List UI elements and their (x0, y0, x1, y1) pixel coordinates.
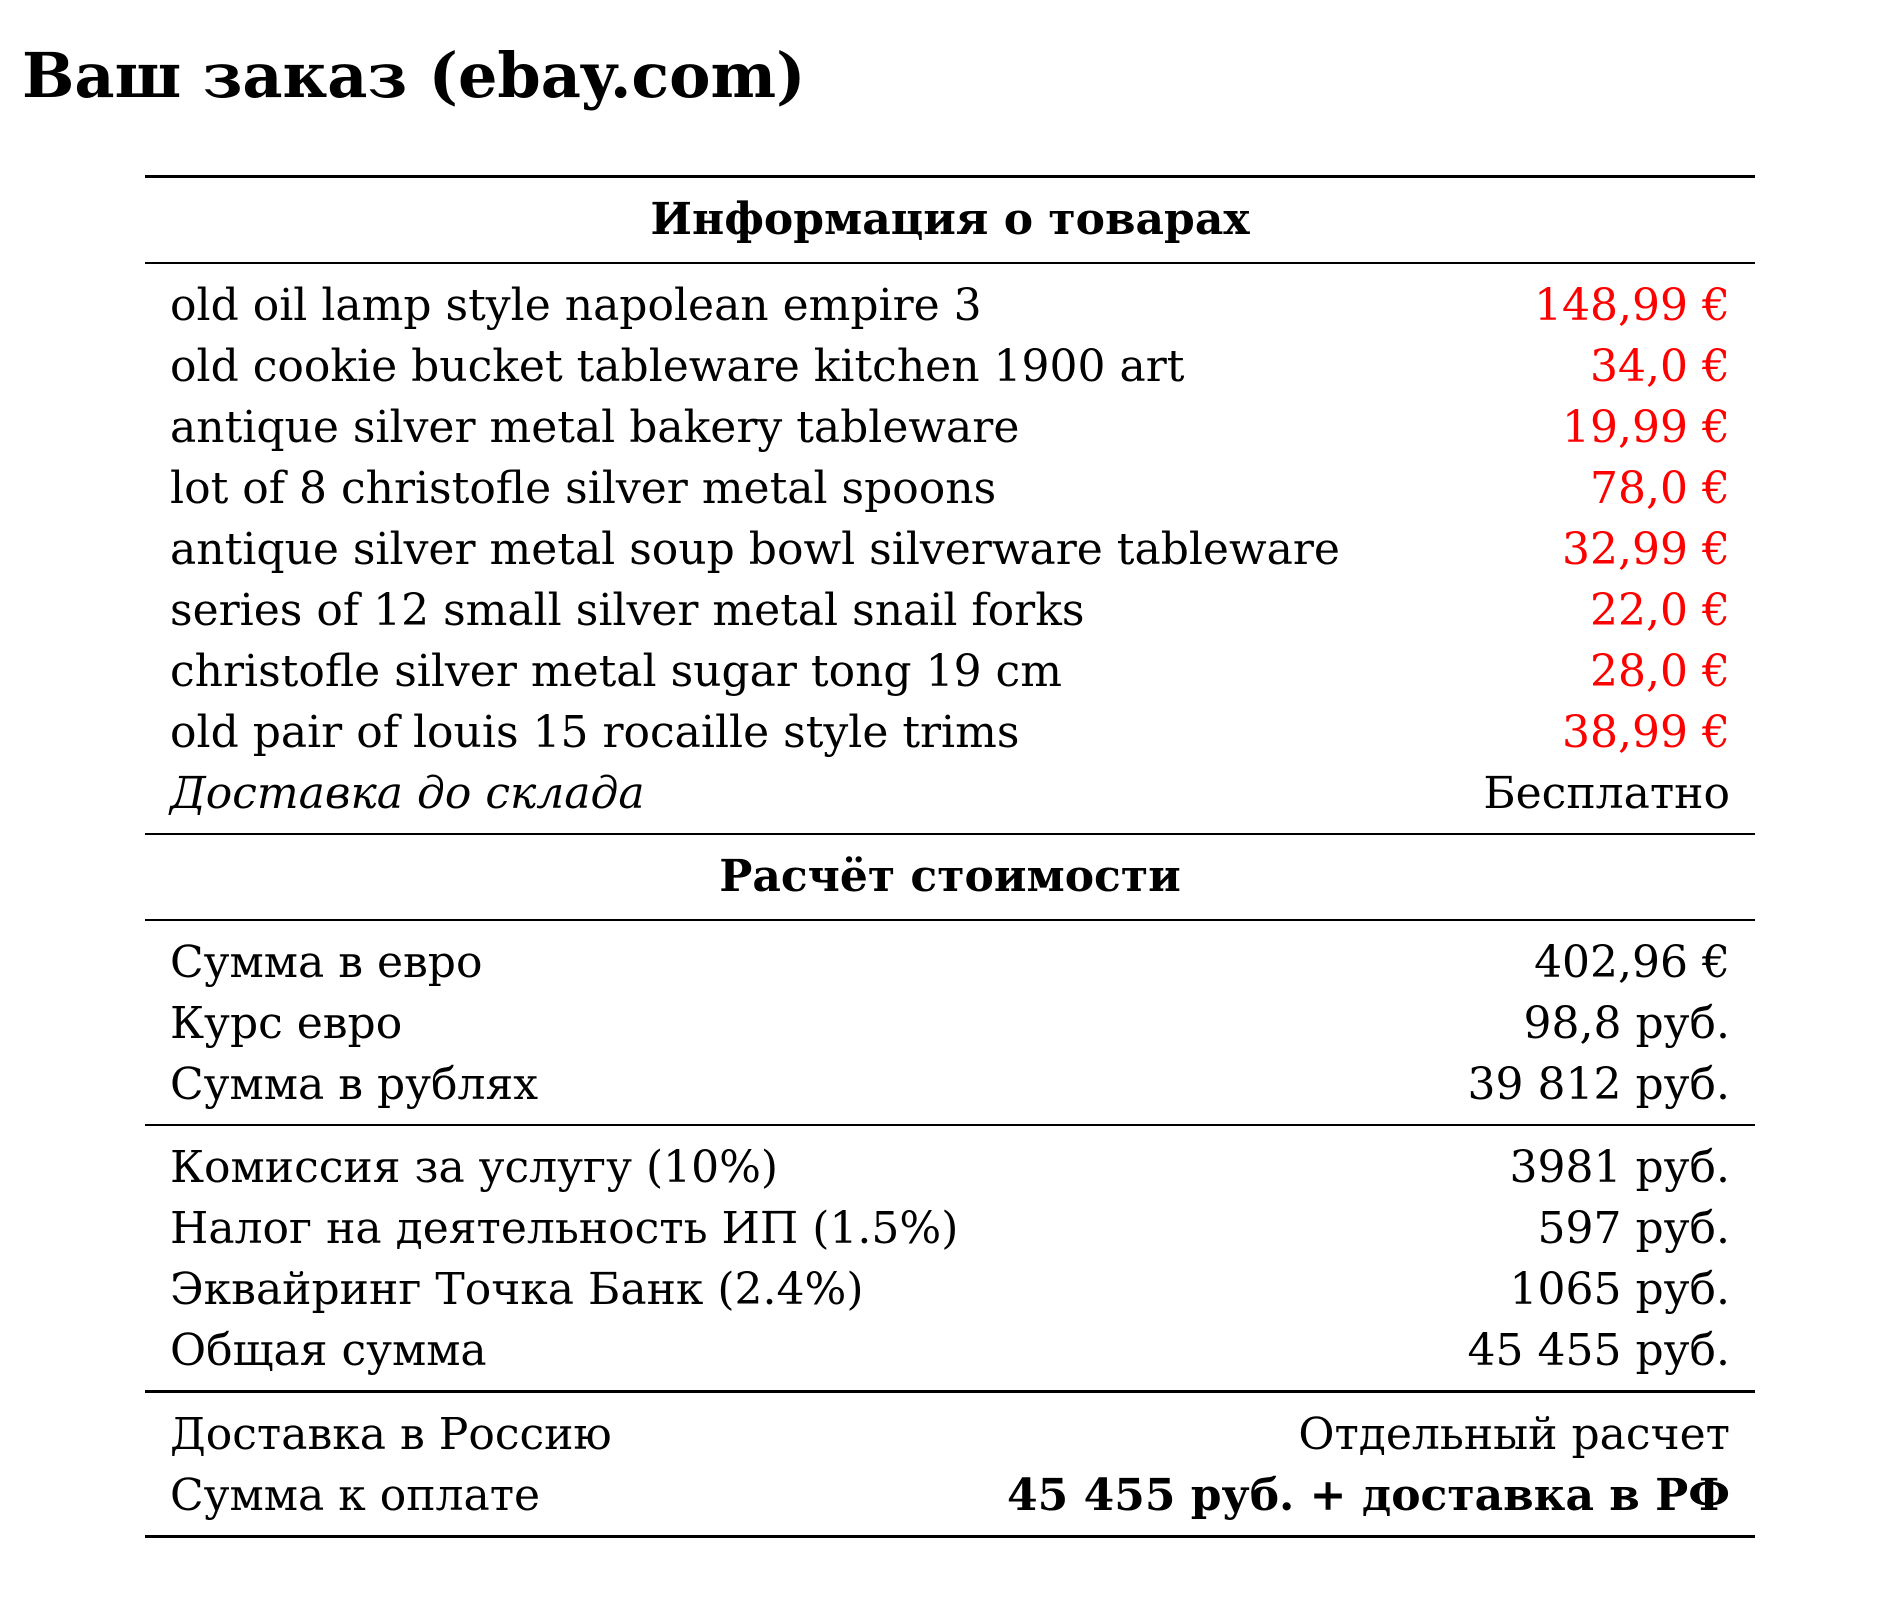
product-price: 22,0 € (1590, 585, 1730, 636)
warehouse-delivery-label: Доставка до склада (170, 768, 645, 819)
warehouse-delivery-value: Бесплатно (1483, 768, 1730, 819)
product-row (170, 275, 1730, 336)
russia-delivery-label: Доставка в Россию (170, 1409, 612, 1460)
euro-rate-value: 98,8 руб. (1523, 998, 1730, 1049)
products-list (145, 264, 1755, 833)
acquiring-row (170, 1259, 1730, 1320)
final-group (145, 1393, 1755, 1535)
products-heading: Информация о товарах (650, 194, 1250, 245)
product-row (170, 641, 1730, 702)
acquiring-value: 1065 руб. (1509, 1264, 1730, 1315)
sum-euro-label: Сумма в евро (170, 937, 483, 988)
tax-label: Налог на деятельность ИП (1.5%) (170, 1203, 959, 1254)
product-price: 148,99 € (1534, 280, 1730, 331)
sum-rub-row (170, 1054, 1730, 1115)
tax-value: 597 руб. (1537, 1203, 1730, 1254)
product-price: 38,99 € (1562, 707, 1730, 758)
russia-delivery-row (170, 1404, 1730, 1465)
currency-group (145, 921, 1755, 1124)
tax-row (170, 1198, 1730, 1259)
product-price: 28,0 € (1590, 646, 1730, 697)
sum-rub-value: 39 812 руб. (1467, 1059, 1730, 1110)
sum-rub-label: Сумма в рублях (170, 1059, 539, 1110)
product-name: old cookie bucket tableware kitchen 1900 art (170, 341, 1185, 392)
service-fee-value: 3981 руб. (1509, 1142, 1730, 1193)
product-name: old pair of louis 15 rocaille style trims (170, 707, 1020, 758)
acquiring-label: Эквайринг Точка Банк (2.4%) (170, 1264, 864, 1315)
total-row (170, 1320, 1730, 1381)
product-price: 32,99 € (1562, 524, 1730, 575)
total-label: Общая сумма (170, 1325, 487, 1376)
fees-group (145, 1126, 1755, 1390)
product-name: antique silver metal soup bowl silverware tableware (170, 524, 1340, 575)
product-price: 78,0 € (1590, 463, 1730, 514)
payment-value: 45 455 руб. + доставка в РФ (1007, 1470, 1730, 1521)
product-row (170, 580, 1730, 641)
product-row (170, 519, 1730, 580)
warehouse-delivery-row (170, 763, 1730, 824)
product-row (170, 397, 1730, 458)
product-row (170, 336, 1730, 397)
product-price: 34,0 € (1590, 341, 1730, 392)
service-fee-row (170, 1137, 1730, 1198)
bottom-rule (145, 1535, 1755, 1538)
calculation-heading: Расчёт стоимости (719, 851, 1181, 902)
product-name: series of 12 small silver metal snail forks (170, 585, 1085, 636)
total-value: 45 455 руб. (1467, 1325, 1730, 1376)
service-fee-label: Комиссия за услугу (10%) (170, 1142, 779, 1193)
euro-rate-label: Курс евро (170, 998, 403, 1049)
product-name: antique silver metal bakery tableware (170, 402, 1020, 453)
product-row (170, 458, 1730, 519)
product-name: lot of 8 christofle silver metal spoons (170, 463, 997, 514)
product-name: old oil lamp style napolean empire 3 (170, 280, 982, 331)
page-title: Ваш заказ (ebay.com) (22, 39, 806, 112)
euro-rate-row (170, 993, 1730, 1054)
product-price: 19,99 € (1562, 402, 1730, 453)
sum-euro-value: 402,96 € (1534, 937, 1730, 988)
product-row (170, 702, 1730, 763)
russia-delivery-value: Отдельный расчет (1298, 1409, 1730, 1460)
payment-label: Сумма к оплате (170, 1470, 541, 1521)
payment-row (170, 1465, 1730, 1526)
order-table (145, 175, 1755, 1538)
product-name: christofle silver metal sugar tong 19 cm (170, 646, 1062, 697)
sum-euro-row (170, 932, 1730, 993)
